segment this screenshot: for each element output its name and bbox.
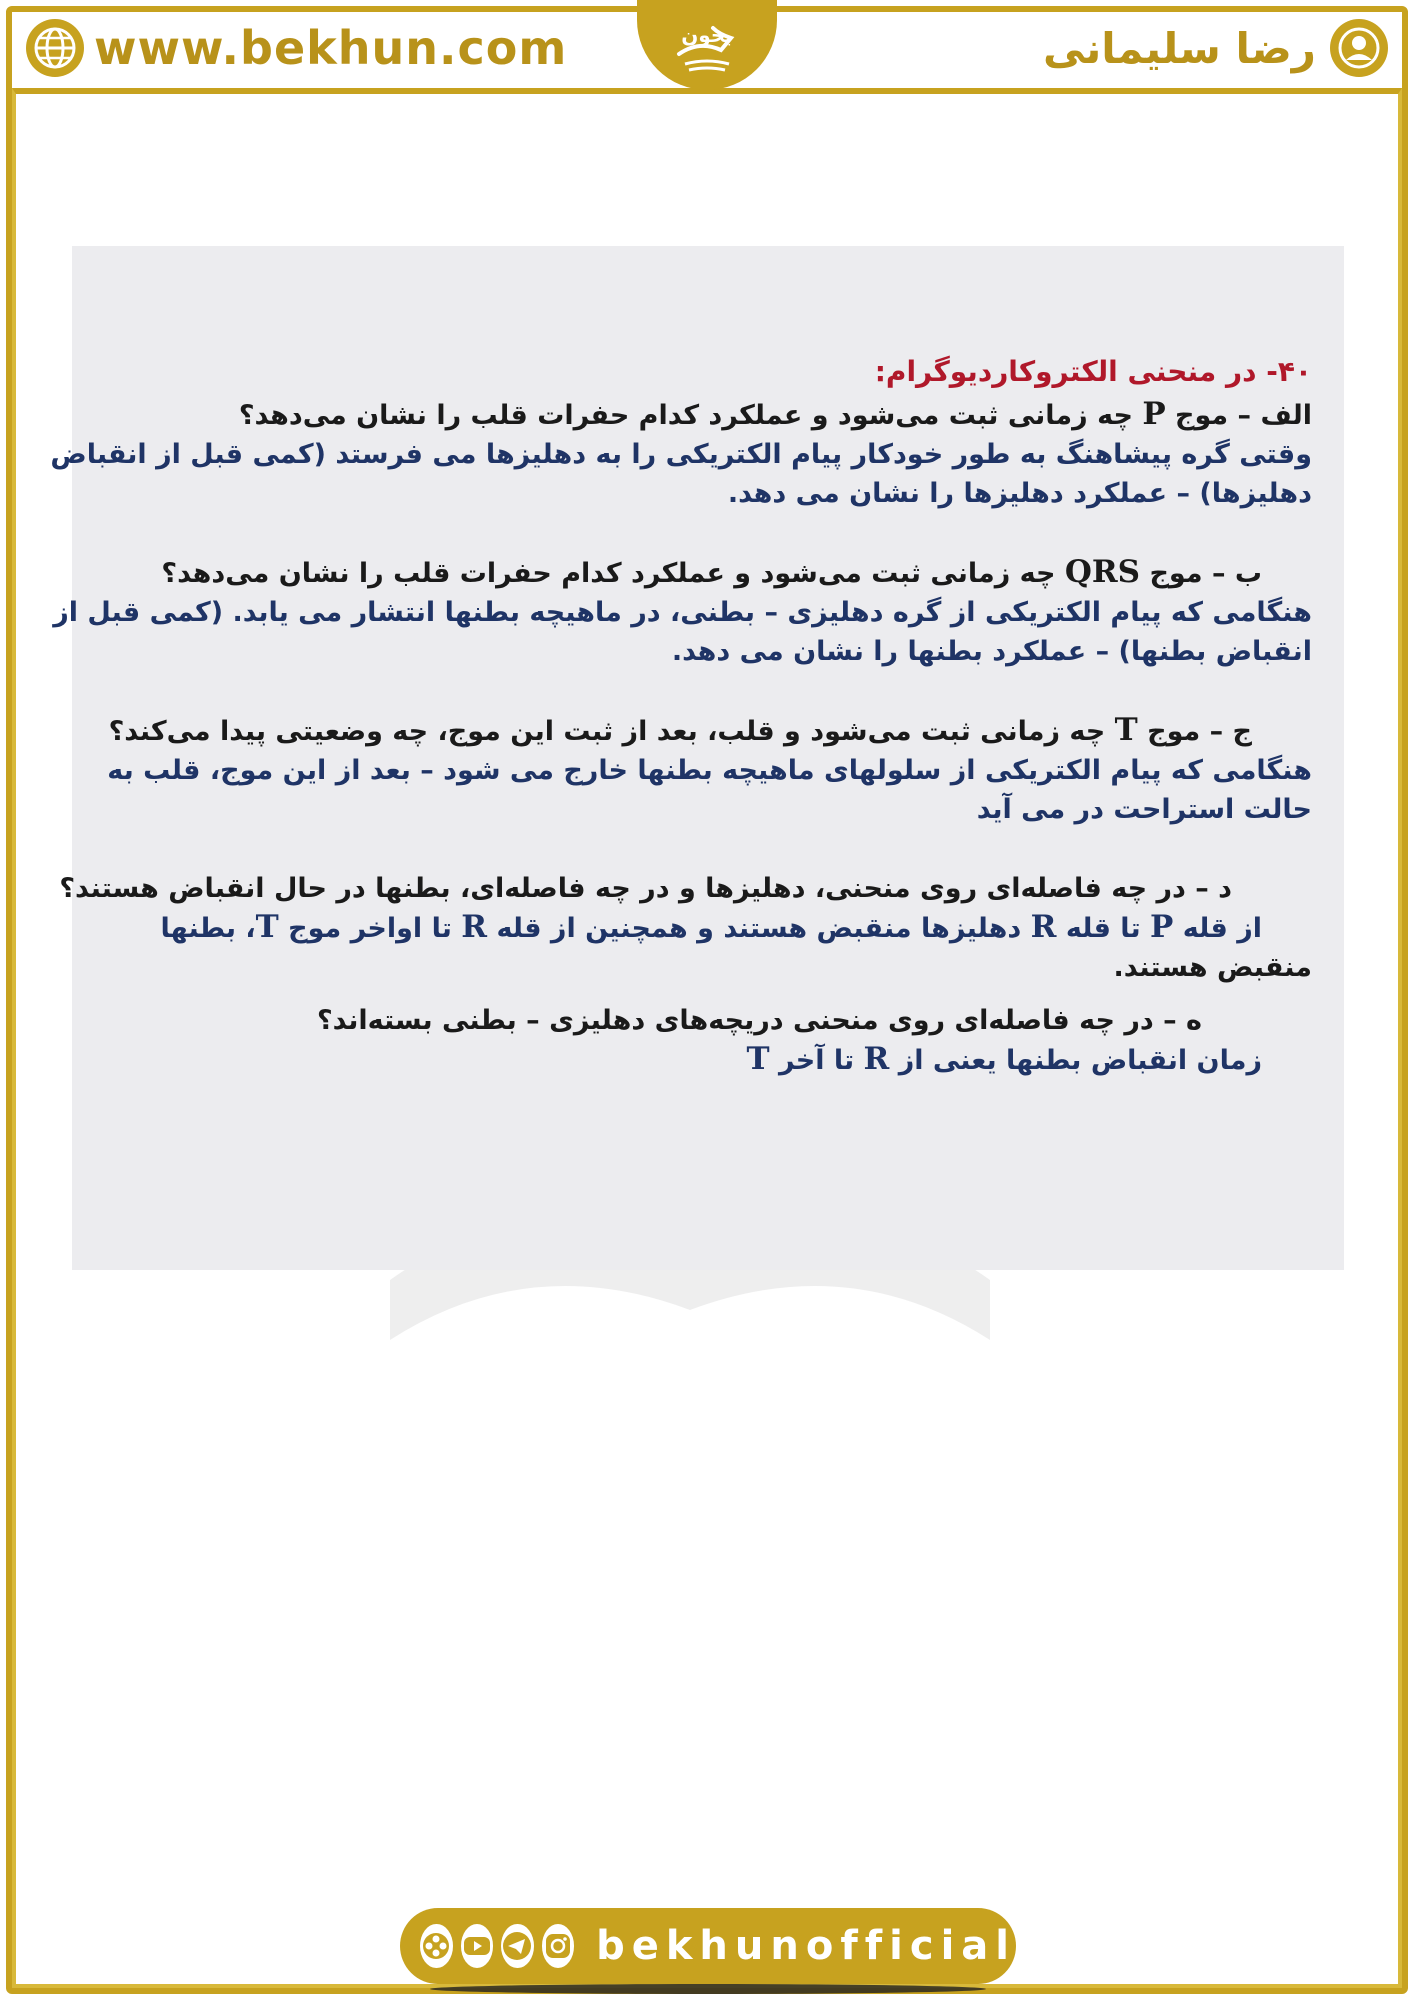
wave-label: T [255,909,279,945]
answer-text: تا آخر [778,1045,855,1076]
instagram-icon[interactable] [542,1924,575,1968]
question-part-e: ه – در چه فاصله‌ای روی منحنی دریچه‌های دهلیزی – بطنی بسته‌اند؟ [316,1005,1202,1036]
question-part-b [140,553,1312,593]
footer-shadow [430,1984,986,1994]
wave-label: QRS [1064,554,1141,590]
author [1043,18,1388,78]
answer-line: هنگامی که پیام الکتریکی از گره دهلیزی – بطنی، در ماهیچه بطنها انتشار می یابد. (کمی قبل از [53,597,1312,628]
question-content [50,352,1312,1080]
answer-text: تا اواخر موج [288,913,452,944]
answer-text: زمان انقباض بطنها یعنی از [898,1045,1262,1076]
answer-line: هنگامی که پیام الکتریکی از سلولهای ماهیچه بطنها خارج می شود – بعد از این موج، قلب به [107,755,1312,786]
answer-line: دهلیزها) – عملکرد دهلیزها را نشان می دهد. [727,478,1312,509]
wave-label: R [1030,909,1057,945]
social-handle[interactable]: bekhunofficial [596,1923,1016,1969]
wave-label: T [746,1041,770,1077]
site-link[interactable] [26,18,567,78]
answer-line: وقتی گره پیشاهنگ به طور خودکار پیام الکتریکی را به دهلیزها می فرستد (کمی قبل از انقباض [50,439,1312,470]
author-name: رضا سلیمانی [1043,23,1316,73]
question-part-a [140,395,1312,435]
question-text: چه زمانی ثبت می‌شود و عملکرد کدام حفرات قلب را نشان می‌دهد؟ [238,400,1133,431]
bekhun-logo [637,0,777,90]
answer-line: حالت استراحت در می آید [976,794,1312,825]
wave-label: P [1142,396,1166,432]
social-footer [400,1908,1016,1984]
answer-line [140,1040,1312,1080]
youtube-icon[interactable] [461,1924,494,1968]
question-part-c [108,711,1312,751]
answer-line: انقباض بطنها) – عملکرد بطنها را نشان می دهد. [671,636,1312,667]
question-text: ب – موج [1149,558,1262,589]
wave-label: R [461,909,488,945]
answer-text: دهلیزها منقبض هستند و همچنین از قله [496,913,1022,944]
telegram-icon[interactable] [501,1924,534,1968]
site-url[interactable]: www.bekhun.com [94,21,568,75]
wave-label: T [1114,712,1138,748]
answer-text: از قله [1182,913,1262,944]
header [0,0,1414,96]
wave-label: R [863,1041,890,1077]
question-title: ۴۰- در منحنی الکتروکاردیوگرام: [874,355,1312,388]
film-reel-icon[interactable] [420,1924,453,1968]
logo-text: بخون [681,23,733,47]
user-icon [1330,19,1388,77]
question-text: چه زمانی ثبت می‌شود و عملکرد کدام حفرات قلب را نشان می‌دهد؟ [161,558,1056,589]
answer-text: تا قله [1065,913,1141,944]
question-text: الف – موج [1175,400,1312,431]
answer-text: ، بطنها [160,913,256,944]
wave-label: P [1150,909,1174,945]
globe-icon [26,19,84,77]
answer-line: منقبض هستند. [1113,952,1312,983]
question-text: چه زمانی ثبت می‌شود و قلب، بعد از ثبت این موج، چه وضعیتی پیدا می‌کند؟ [108,716,1106,747]
question-text: ج – موج [1147,716,1252,747]
answer-line [140,908,1312,948]
question-part-d: د – در چه فاصله‌ای روی منحنی، دهلیزها و در چه فاصله‌ای، بطنها در حال انقباض هستند؟ [59,873,1232,904]
